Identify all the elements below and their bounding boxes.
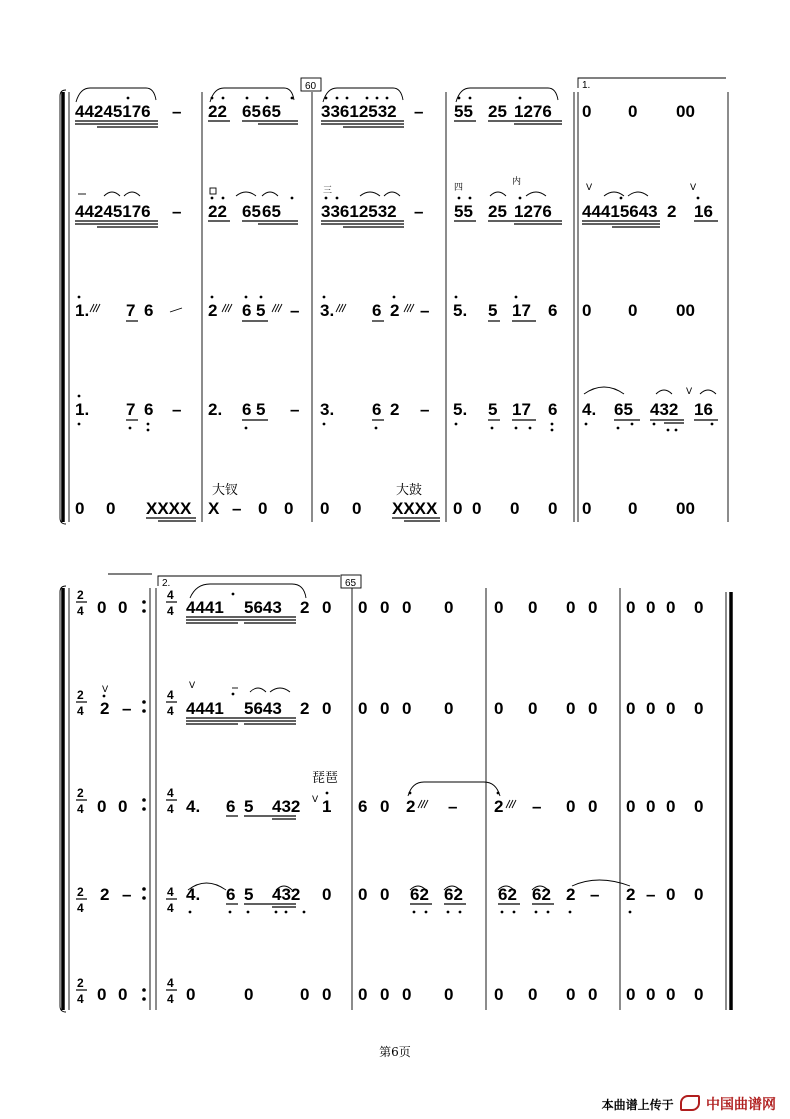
rest: 00	[676, 301, 695, 320]
technique-mark: 三	[323, 186, 333, 196]
note: 5	[244, 797, 254, 816]
note: 5	[488, 301, 498, 320]
note: 6	[372, 400, 382, 419]
rest: 0	[97, 985, 107, 1004]
note: 7	[126, 301, 136, 320]
svg-text:4: 4	[167, 688, 174, 702]
staff-1-row	[75, 88, 695, 127]
note-group: 432	[272, 797, 301, 816]
rest: 0	[626, 699, 636, 718]
rest: 0	[453, 499, 463, 518]
note: 1.	[75, 301, 90, 320]
note: 2.	[208, 400, 223, 419]
technique-mark: 内	[512, 177, 522, 187]
svg-text:4: 4	[77, 901, 84, 915]
note: 6	[548, 301, 558, 320]
note: 5.	[453, 400, 468, 419]
note: 6	[144, 400, 154, 419]
svg-text:4: 4	[167, 786, 174, 800]
rest: 0	[646, 598, 656, 617]
svg-text:2: 2	[77, 976, 84, 990]
rehearsal-mark-65: 65	[345, 578, 357, 589]
rest: 0	[118, 985, 128, 1004]
rest: 0	[588, 699, 598, 718]
rest: 0	[528, 985, 538, 1004]
rest: 0	[380, 985, 390, 1004]
rest: 0	[380, 885, 390, 904]
rest: 0	[97, 598, 107, 617]
uploader-text: 本曲谱上传于	[601, 1098, 674, 1112]
rest: 0	[494, 699, 504, 718]
rest: 0	[646, 699, 656, 718]
note: 2	[390, 400, 400, 419]
note-group: 33612532	[321, 102, 397, 121]
rest: 00	[676, 499, 695, 518]
note: 2	[100, 885, 110, 904]
staff-1-row	[97, 584, 703, 623]
rest: 0	[444, 598, 454, 617]
rest: 0	[186, 985, 196, 1004]
note: 65	[614, 400, 633, 419]
rest: 0	[628, 102, 638, 121]
label-da-cha: 大钗	[212, 483, 239, 498]
svg-text:4: 4	[77, 992, 84, 1006]
note: 2	[626, 885, 636, 904]
rest: 0	[628, 499, 638, 518]
note-group: 1276	[514, 202, 552, 221]
note-group: 65	[242, 102, 261, 121]
dash: –	[290, 301, 300, 320]
rest: 0	[588, 797, 598, 816]
note-group: 44415643	[582, 202, 658, 221]
percussion-hit: X	[208, 499, 220, 518]
dash: –	[420, 301, 430, 320]
rest: 0	[666, 885, 676, 904]
note: 6	[358, 797, 368, 816]
dash: –	[122, 885, 132, 904]
note: 3.	[320, 301, 335, 320]
rest: 0	[566, 598, 576, 617]
rest: 0	[380, 797, 390, 816]
note: 432	[650, 400, 679, 419]
rest: 0	[97, 797, 107, 816]
svg-text:V: V	[189, 681, 196, 691]
svg-text:2: 2	[77, 786, 84, 800]
note-group: 16	[694, 202, 713, 221]
note: 4.	[582, 400, 597, 419]
rest: 0	[322, 885, 332, 904]
note-group: 44245176	[75, 102, 151, 121]
rest: 0	[322, 985, 332, 1004]
rest: 0	[582, 102, 592, 121]
rest: 0	[548, 499, 558, 518]
rest: 0	[358, 699, 368, 718]
rest: 0	[626, 797, 636, 816]
note-group: 5643	[244, 699, 282, 718]
rest: 0	[402, 598, 412, 617]
note-group: 62	[532, 885, 551, 904]
note: 4.	[186, 885, 201, 904]
rest: 0	[380, 699, 390, 718]
note: 2	[300, 598, 310, 617]
note-group: 55	[454, 102, 473, 121]
note: 2	[300, 699, 310, 718]
rest: 0	[284, 499, 294, 518]
rest: 0	[444, 985, 454, 1004]
staff-4-row	[75, 387, 718, 431]
rest: 0	[118, 797, 128, 816]
dash: –	[172, 202, 182, 221]
rest: 0	[646, 797, 656, 816]
note-group: 62	[498, 885, 517, 904]
site-name: 中国曲谱网	[706, 1097, 776, 1113]
note-group: 5643	[244, 598, 282, 617]
note-group: 22	[208, 102, 227, 121]
rest: 0	[694, 885, 704, 904]
rest: 0	[694, 699, 704, 718]
rest: 0	[244, 985, 254, 1004]
rest: 0	[118, 598, 128, 617]
note-group: 432	[272, 885, 301, 904]
technique-mark: 四	[454, 183, 464, 193]
svg-text:V: V	[102, 685, 109, 695]
note: 2	[100, 699, 110, 718]
svg-text:V: V	[586, 183, 593, 193]
note: 2	[208, 301, 218, 320]
rest: 0	[666, 985, 676, 1004]
rest: 0	[528, 699, 538, 718]
rest: 0	[358, 985, 368, 1004]
svg-text:4: 4	[167, 992, 174, 1006]
note: 6	[144, 301, 154, 320]
note: 5	[488, 400, 498, 419]
svg-text:4: 4	[167, 604, 174, 618]
note: 2	[390, 301, 400, 320]
rest: 0	[566, 699, 576, 718]
rest: 0	[402, 985, 412, 1004]
note: 2	[494, 797, 504, 816]
percussion-group: XXXX	[392, 499, 438, 518]
note-group: 65	[262, 202, 281, 221]
staff-2-row	[100, 681, 703, 724]
note: 6	[226, 885, 236, 904]
svg-text:4: 4	[167, 704, 174, 718]
rest: 0	[358, 598, 368, 617]
site-logo-icon	[680, 1095, 700, 1111]
rest: 0	[510, 499, 520, 518]
label-pipa: 琵琶	[312, 771, 339, 786]
note-group: 33612532	[321, 202, 397, 221]
rest: 0	[582, 301, 592, 320]
note: 16	[694, 400, 713, 419]
note-group: 4441	[186, 598, 224, 617]
rest: 0	[322, 699, 332, 718]
rest: 0	[494, 985, 504, 1004]
rest: 0	[380, 598, 390, 617]
rest: 0	[566, 797, 576, 816]
rest: 0	[646, 985, 656, 1004]
rehearsal-mark-60: 60	[305, 81, 317, 92]
rest: 00	[676, 102, 695, 121]
svg-text:4: 4	[167, 588, 174, 602]
svg-text:4: 4	[167, 976, 174, 990]
rest: 0	[444, 699, 454, 718]
note: 6	[372, 301, 382, 320]
rest: 0	[75, 499, 85, 518]
note: 1	[322, 797, 332, 816]
rest: 0	[320, 499, 330, 518]
svg-text:V: V	[690, 183, 697, 193]
dash: –	[448, 797, 458, 816]
note-group: 44245176	[75, 202, 151, 221]
note: 6	[242, 400, 252, 419]
note: 5	[244, 885, 254, 904]
page-number: 第6页	[379, 1045, 411, 1059]
svg-text:4: 4	[167, 885, 174, 899]
note-group: 1276	[514, 102, 552, 121]
dash: –	[590, 885, 600, 904]
svg-text:2: 2	[77, 588, 84, 602]
dash: –	[414, 202, 424, 221]
rest: 0	[666, 598, 676, 617]
staff-2-row	[75, 175, 718, 227]
note: 17	[512, 400, 531, 419]
svg-text:2: 2	[77, 885, 84, 899]
rest: 0	[322, 598, 332, 617]
note-group: 65	[262, 102, 281, 121]
svg-text:V: V	[312, 795, 319, 805]
staff-4-row	[100, 880, 703, 913]
rest: 0	[694, 985, 704, 1004]
staff-3-row	[97, 771, 703, 819]
note: 17	[512, 301, 531, 320]
rest: 0	[666, 797, 676, 816]
note: 5.	[453, 301, 468, 320]
svg-text:4: 4	[167, 901, 174, 915]
rest: 0	[358, 885, 368, 904]
svg-text:4: 4	[77, 604, 84, 618]
volta-2: 2.	[162, 578, 171, 589]
dash: –	[532, 797, 542, 816]
note: 2	[406, 797, 416, 816]
system-2	[60, 574, 731, 1012]
note: 6	[242, 301, 252, 320]
note-group: 4441	[186, 699, 224, 718]
rest: 0	[258, 499, 268, 518]
percussion-group: XXXX	[146, 499, 192, 518]
rest: 0	[566, 985, 576, 1004]
svg-text:2: 2	[77, 688, 84, 702]
svg-text:4: 4	[77, 704, 84, 718]
note: 1.	[75, 400, 90, 419]
rest: 0	[666, 699, 676, 718]
staff-5-row	[75, 482, 695, 521]
note: 5	[256, 400, 266, 419]
note: 2	[566, 885, 576, 904]
note-group: 25	[488, 202, 507, 221]
rest: 0	[628, 301, 638, 320]
note-group: 55	[454, 202, 473, 221]
note: 5	[256, 301, 266, 320]
uploader-footer	[602, 1094, 776, 1114]
volta-1: 1.	[582, 80, 591, 91]
note-group: 65	[242, 202, 261, 221]
note: 3.	[320, 400, 335, 419]
dash: –	[414, 102, 424, 121]
note: 6	[226, 797, 236, 816]
dash: –	[232, 499, 242, 518]
note-group: 2	[667, 202, 677, 221]
rest: 0	[106, 499, 116, 518]
rest: 0	[300, 985, 310, 1004]
dash: –	[172, 400, 182, 419]
note: 7	[126, 400, 136, 419]
svg-text:4: 4	[77, 802, 84, 816]
rest: 0	[582, 499, 592, 518]
rest: 0	[694, 598, 704, 617]
rest: 0	[626, 985, 636, 1004]
dash: –	[172, 102, 182, 121]
dash: –	[290, 400, 300, 419]
system-1	[60, 78, 728, 524]
rest: 0	[402, 699, 412, 718]
staff-3-row	[75, 296, 695, 321]
rest: 0	[528, 598, 538, 617]
note-group: 22	[208, 202, 227, 221]
svg-text:4: 4	[167, 802, 174, 816]
rest: 0	[588, 985, 598, 1004]
note: 4.	[186, 797, 201, 816]
staff-5-row	[97, 985, 703, 1004]
note-group: 62	[444, 885, 463, 904]
note-group: 62	[410, 885, 429, 904]
rest: 0	[472, 499, 482, 518]
note: 6	[548, 400, 558, 419]
note-group: 25	[488, 102, 507, 121]
dash: –	[646, 885, 656, 904]
svg-text:V: V	[686, 387, 693, 397]
rest: 0	[352, 499, 362, 518]
dash: –	[122, 699, 132, 718]
rest: 0	[494, 598, 504, 617]
label-da-gu: 大鼓	[396, 483, 423, 498]
rest: 0	[626, 598, 636, 617]
dash: –	[420, 400, 430, 419]
rest: 0	[588, 598, 598, 617]
rest: 0	[694, 797, 704, 816]
